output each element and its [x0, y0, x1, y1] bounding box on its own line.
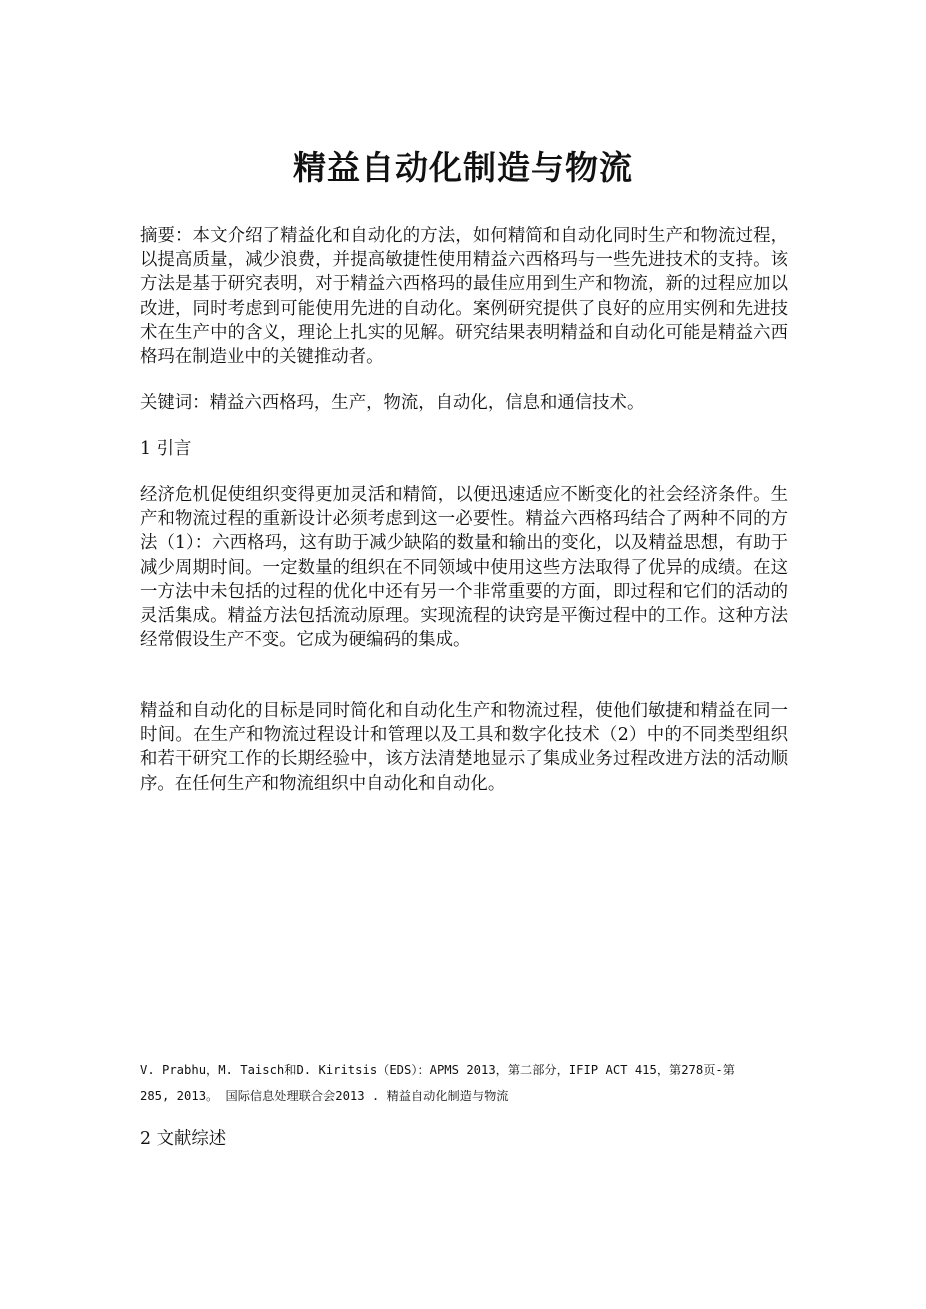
footnote-line-1: V. Prabhu，M. Taisch和D. Kiritsis（EDS）：APMS 2013，第二部分，IFIP ACT 415，第278页-第 [140, 1063, 735, 1077]
keywords-line: 关键词：精益六西格玛，生产，物流，自动化，信息和通信技术。 [140, 393, 645, 413]
section-2-heading: 2 文献综述 [140, 1129, 227, 1149]
document-title: 精益自动化制造与物流 [293, 148, 633, 187]
abstract-paragraph: 摘要：本文介绍了精益化和自动化的方法，如何精简和自动化同时生产和物流过程，以提高质量，减少浪费，并提高敏捷性使用精益六西格玛与一些先进技术的支持。该方法是基于研究表明，对于精益六西格玛的最佳应用到生产和物流，新的过程应加以改进，同时考虑到可能使用先进的自动化。案例研究提供了良好的应用实例和先进技术在生产中的含义，理论上扎实的见解。研究结果表明精益和自动化可能是精益六西格玛在制造业中的关键推动者。 [140, 226, 788, 368]
citation-footnote [140, 1057, 780, 1109]
section-1-heading: 1 引言 [140, 439, 192, 459]
intro-paragraph-2: 精益和自动化的目标是同时简化和自动化生产和物流过程，使他们敏捷和精益在同一时间。在生产和物流过程设计和管理以及工具和数字化技术（2）中的不同类型组织和若干研究工作的长期经验中，该方法清楚地显示了集成业务过程改进方法的活动顺序。在任何生产和物流组织中自动化和自动化。 [140, 701, 788, 794]
intro-paragraph-1: 经济危机促使组织变得更加灵活和精简，以便迅速适应不断变化的社会经济条件。生产和物流过程的重新设计必须考虑到这一必要性。精益六西格玛结合了两种不同的方法（1）：六西格玛，这有助于减少缺陷的数量和输出的变化，以及精益思想，有助于减少周期时间。一定数量的组织在不同领域中使用这些方法取得了优异的成绩。在这一方法中未包括的过程的优化中还有另一个非常重要的方面，即过程和它们的活动的灵活集成。精益方法包括流动原理。实现流程的诀窍是平衡过程中的工作。这种方法经常假设生产不变。它成为硬编码的集成。 [140, 485, 788, 651]
footnote-line-2: 285, 2013。 国际信息处理联合会2013 . 精益自动化制造与物流 [140, 1089, 509, 1103]
